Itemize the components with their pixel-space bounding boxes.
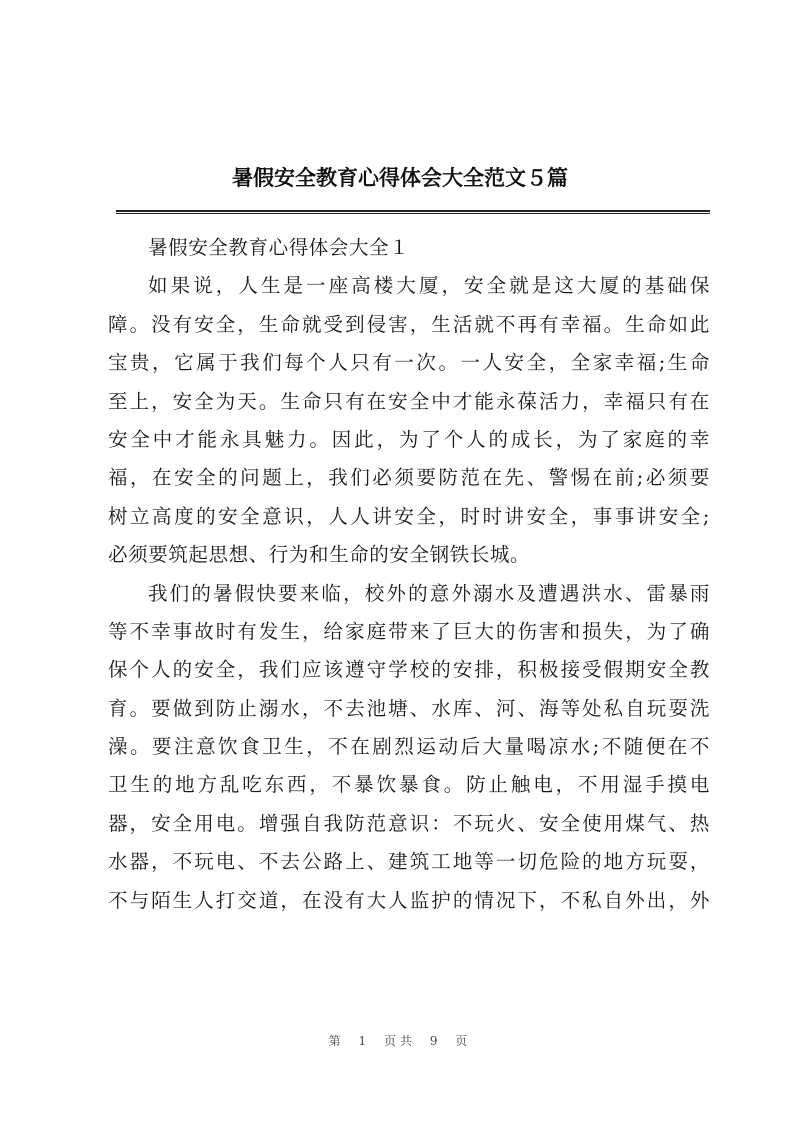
paragraph-2-line: 不与陌生人打交道，在没有大人监护的情况下，不私自外出，外 — [108, 888, 710, 912]
paragraph-1-line: 必须要筑起思想、行为和生命的安全钢铁长城。 — [108, 543, 531, 567]
footer-total-pages: 9 — [429, 1034, 442, 1048]
paragraph-1-line: 福，在安全的问题上，我们必须要防范在先、警惕在前;必须要 — [108, 466, 710, 490]
paragraph-1-line: 宝贵，它属于我们每个人只有一次。一人安全，全家幸福;生命 — [108, 351, 710, 375]
paragraph-2-line: 水器，不玩电、不去公路上、建筑工地等一切危险的地方玩耍， — [108, 850, 710, 874]
paragraph-2-line: 澡。要注意饮食卫生，不在剧烈运动后大量喝凉水;不随便在不 — [108, 735, 710, 759]
paragraph-2-line: 卫生的地方乱吃东西，不暴饮暴食。防止触电，不用湿手摸电 — [108, 773, 710, 797]
paragraph-2-line: 器，安全用电。增强自我防范意识：不玩火、安全使用煤气、热 — [108, 811, 710, 835]
page-footer — [0, 1032, 800, 1049]
document-title: 暑假安全教育心得体会大全范文５篇 — [232, 166, 568, 190]
document-body — [108, 229, 710, 920]
footer-page-number: 1 — [358, 1034, 371, 1048]
paragraph-1-line: 如果说，人生是一座高楼大厦，安全就是这大厦的基础保 — [148, 274, 710, 298]
paragraph-1-line: 树立高度的安全意识，人人讲安全，时时讲安全，事事讲安全; — [108, 504, 710, 528]
paragraph-2-line: 我们的暑假快要来临，校外的意外溺水及遭遇洪水、雷暴雨 — [148, 581, 710, 605]
paragraph-2-line: 保个人的安全，我们应该遵守学校的安排，积极接受假期安全教 — [108, 658, 710, 682]
paragraph-1-line: 障。没有安全，生命就受到侵害，生活就不再有幸福。生命如此 — [108, 312, 710, 336]
footer-mid: 页共 — [383, 1034, 416, 1048]
paragraph-1-line: 至上，安全为天。生命只有在安全中才能永葆活力，幸福只有在 — [108, 389, 710, 413]
title-divider — [116, 210, 710, 214]
paragraph-2-line: 育。要做到防止溺水，不去池塘、水库、河、海等处私自玩耍洗 — [108, 696, 710, 720]
paragraph-2-line: 等不幸事故时有发生，给家庭带来了巨大的伤害和损失，为了确 — [108, 619, 710, 643]
paragraph-1-line: 安全中才能永具魅力。因此，为了个人的成长，为了家庭的幸 — [108, 427, 710, 451]
footer-prefix: 第 — [328, 1034, 345, 1048]
section-heading: 暑假安全教育心得体会大全１ — [148, 236, 410, 259]
footer-suffix: 页 — [455, 1034, 472, 1048]
